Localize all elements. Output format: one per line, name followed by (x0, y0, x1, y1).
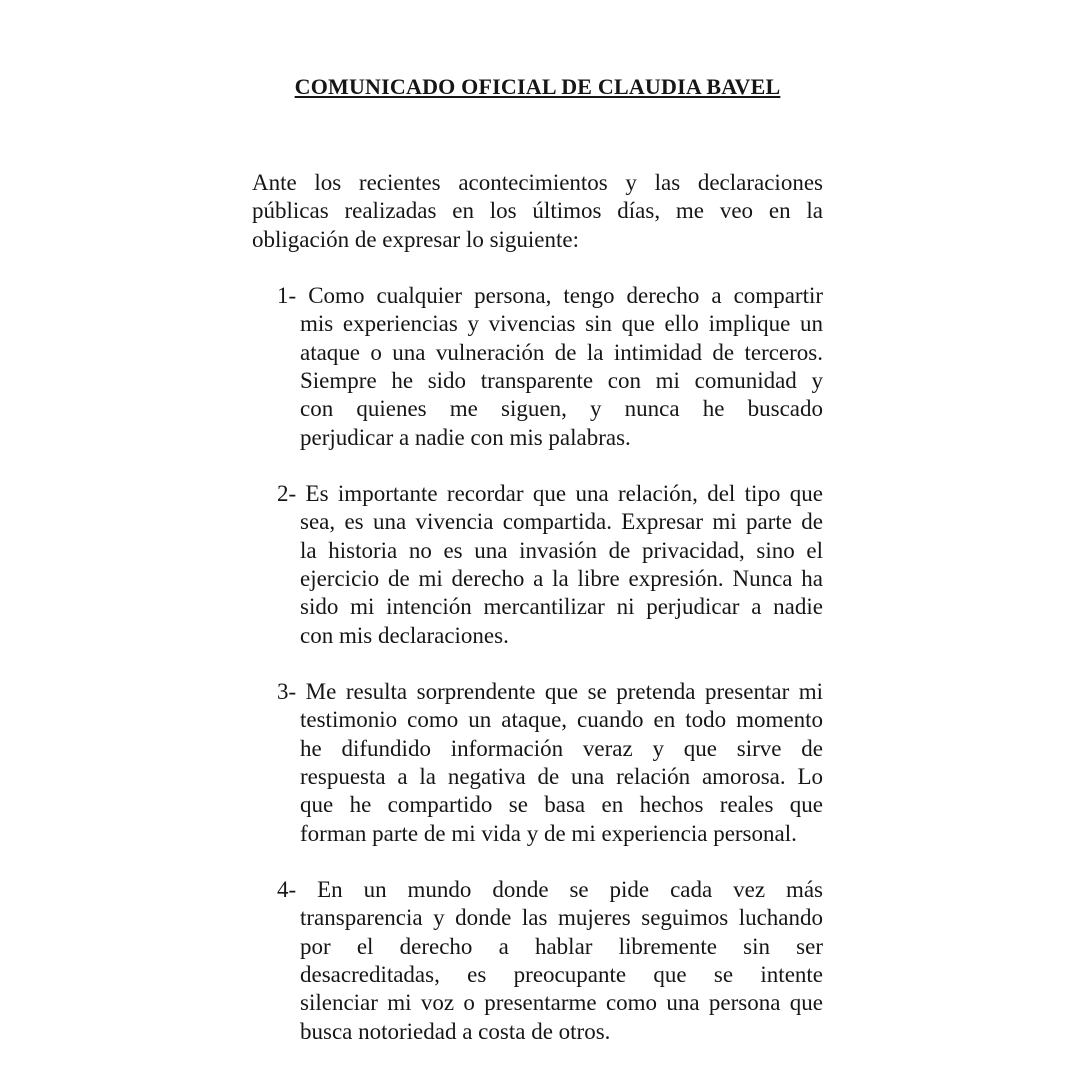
text-line (277, 678, 823, 706)
text-line: la historia no es una invasión de privacidad, sino el (300, 537, 823, 563)
text-line: que he compartido se basa en hechos reales que (300, 792, 823, 818)
text-line: con mis declaraciones. (300, 622, 509, 648)
text-line: perjudicar a nadie con mis palabras. (300, 424, 631, 450)
statement-item-1 (277, 282, 823, 452)
item-line-text: Es importante recordar que una relación, del tipo que (305, 480, 824, 506)
text-line (277, 480, 823, 508)
text-line (277, 876, 823, 904)
text-line: respuesta a la negativa de una relación amorosa. Lo (300, 763, 823, 789)
intro-paragraph (252, 169, 823, 254)
statement-item-3 (277, 678, 823, 848)
text-line (277, 282, 823, 310)
text-line: Ante los recientes acontecimientos y las declaraciones (252, 170, 823, 195)
text-line: Siempre he sido transparente con mi comunidad y (300, 367, 823, 393)
item-line-text: En un mundo donde se pide cada vez más (317, 876, 824, 902)
text-line: busca notoriedad a costa de otros. (300, 1018, 611, 1044)
text-line: ataque o una vulneración de la intimidad de terceros. (300, 339, 823, 365)
item-number: 4- (277, 876, 297, 902)
text-line: sido mi intención mercantilizar ni perjudicar a nadie (300, 594, 823, 620)
text-line: forman parte de mi vida y de mi experiencia personal. (300, 820, 797, 846)
item-number: 1- (277, 282, 297, 308)
item-number: 2- (277, 480, 297, 506)
item-line-text: Me resulta sorprendente que se pretenda presentar mi (305, 678, 824, 704)
document-title: COMUNICADO OFICIAL DE CLAUDIA BAVEL (294, 74, 781, 99)
statement-item-4 (277, 876, 823, 1046)
text-line: transparencia y donde las mujeres seguimos luchando (300, 905, 823, 931)
statement-item-2 (277, 480, 823, 650)
item-line-text: Como cualquier persona, tengo derecho a compartir (308, 282, 824, 308)
text-line: sea, es una vivencia compartida. Expresar mi parte de (300, 509, 823, 535)
text-line: he difundido información veraz y que sirve de (300, 735, 823, 761)
text-line: desacreditadas, es preocupante que se intente (300, 961, 823, 987)
text-line: testimonio como un ataque, cuando en todo momento (300, 707, 823, 733)
text-line: con quienes me siguen, y nunca he buscado (300, 396, 823, 422)
text-line: obligación de expresar lo siguiente: (252, 226, 580, 252)
text-line: ejercicio de mi derecho a la libre expresión. Nunca ha (300, 565, 823, 591)
text-line: silenciar mi voz o presentarme como una persona que (300, 990, 823, 1016)
text-line: públicas realizadas en los últimos días, me veo en la (252, 198, 823, 224)
item-number: 3- (277, 678, 297, 704)
text-line: mis experiencias y vivencias sin que ello implique un (300, 311, 823, 337)
text-line: por el derecho a hablar libremente sin ser (300, 933, 823, 959)
